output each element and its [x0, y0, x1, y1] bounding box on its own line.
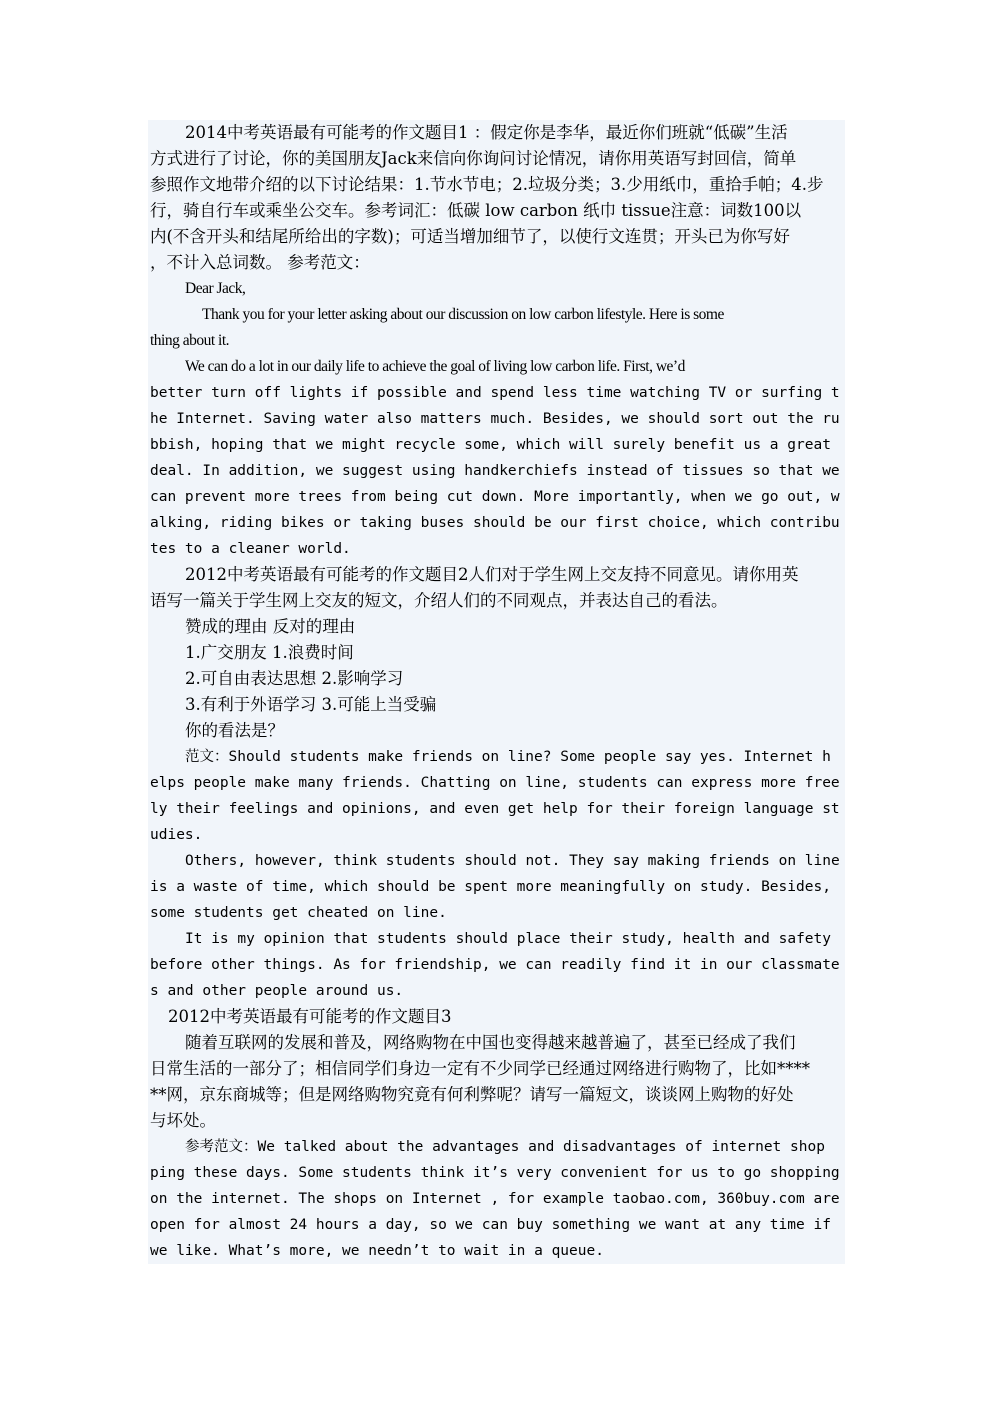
document-body: [150, 120, 870, 1264]
text-line: 范文：Should students make friends on line? Some people say yes. Internet h: [185, 749, 831, 765]
text-line: 2012中考英语最有可能考的作文题目3: [168, 1007, 452, 1026]
text-line: s and other people around us.: [150, 983, 404, 999]
text-line: better turn off lights if possible and spend less time watching TV or surfing t: [150, 385, 840, 401]
text-line: ，不计入总词数。 参考范文：: [150, 253, 370, 272]
text-line: 日常生活的一部分了；相信同学们身边一定有不少同学已经通过网络进行购物了，比如****: [150, 1059, 810, 1078]
text-line: Thank you for your letter asking about our discussion on low carbon lifestyle. Here is some: [202, 306, 724, 323]
text-line: 方式进行了讨论，你的美国朋友Jack来信向你询问讨论情况，请你用英语写封回信，简单: [150, 149, 797, 168]
text-line: 3.有利于外语学习 3.可能上当受骗: [185, 695, 437, 714]
text-line: on the internet. The shops on Internet , for example taobao.com, 360buy.com are: [150, 1191, 840, 1207]
text-line: deal. In addition, we suggest using handkerchiefs instead of tissues so that we: [150, 463, 840, 479]
text-line: open for almost 24 hours a day, so we can buy something we want at any time if: [150, 1217, 831, 1233]
text-line: he Internet. Saving water also matters much. Besides, we should sort out the ru: [150, 411, 840, 427]
text-line: 随着互联网的发展和普及，网络购物在中国也变得越来越普遍了，甚至已经成了我们: [185, 1033, 796, 1052]
text-line: 内(不含开头和结尾所给出的字数)；可适当增加细节了，以使行文连贯；开头已为你写好: [150, 227, 790, 246]
text-line: 2014中考英语最有可能考的作文题目1 ：假定你是李华，最近你们班就“低碳”生活: [185, 123, 788, 142]
text-line: It is my opinion that students should place their study, health and safety: [185, 931, 832, 947]
text-line: alking, riding bikes or taking buses should be our first choice, which contribu: [150, 515, 840, 531]
text-line: 语写一篇关于学生网上交友的短文，介绍人们的不同观点，并表达自己的看法。: [150, 591, 728, 610]
text-line: 行，骑自行车或乘坐公交车。参考词汇：低碳 low carbon 纸巾 tissue注意：词数100以: [150, 201, 802, 220]
text-line: Others, however, think students should not. They say making friends on line: [185, 853, 840, 869]
text-line: ly their feelings and opinions, and even get help for their foreign language st: [150, 801, 840, 817]
letter-salutation: Dear Jack,: [185, 280, 246, 297]
text-line: 参考范文：We talked about the advantages and disadvantages of internet shop: [185, 1139, 825, 1155]
text-line: 参照作文地带介绍的以下讨论结果：1.节水节电；2.垃圾分类；3.少用纸巾，重拾手帕；4.步: [150, 175, 824, 194]
text-line: 与坏处。: [150, 1111, 216, 1130]
text-line: thing about it.: [150, 332, 230, 349]
text-line: ping these days. Some students think it’s very convenient for us to go shopping: [150, 1165, 840, 1181]
text-line: elps people make many friends. Chatting on line, students can express more free: [150, 775, 840, 791]
text-line: 2.可自由表达思想 2.影响学习: [185, 669, 404, 688]
text-line: udies.: [150, 827, 203, 843]
text-line: bbish, hoping that we might recycle some, which will surely benefit us a great: [150, 437, 831, 453]
text-line: we like. What’s more, we needn’t to wait in a queue.: [150, 1243, 604, 1259]
text-line: 你的看法是？: [185, 721, 284, 740]
text-line: tes to a cleaner world.: [150, 541, 351, 557]
text-line: 赞成的理由 反对的理由: [185, 617, 356, 636]
text-line: can prevent more trees from being cut down. More importantly, when we go out, w: [150, 489, 840, 505]
text-line: is a waste of time, which should be spent more meaningfully on study. Besides,: [150, 879, 831, 895]
text-line: some students get cheated on line.: [150, 905, 447, 921]
text-line: We can do a lot in our daily life to achieve the goal of living low carbon life. First, we’d: [185, 358, 685, 375]
text-line: before other things. As for friendship, we can readily find it in our classmate: [150, 957, 840, 973]
text-line: 1.广交朋友 1.浪费时间: [185, 643, 354, 662]
text-line: **网，京东商城等；但是网络购物究竟有何利弊呢？请写一篇短文，谈谈网上购物的好处: [150, 1085, 794, 1104]
text-line: 2012中考英语最有可能考的作文题目2人们对于学生网上交友持不同意见。请你用英: [185, 565, 799, 584]
